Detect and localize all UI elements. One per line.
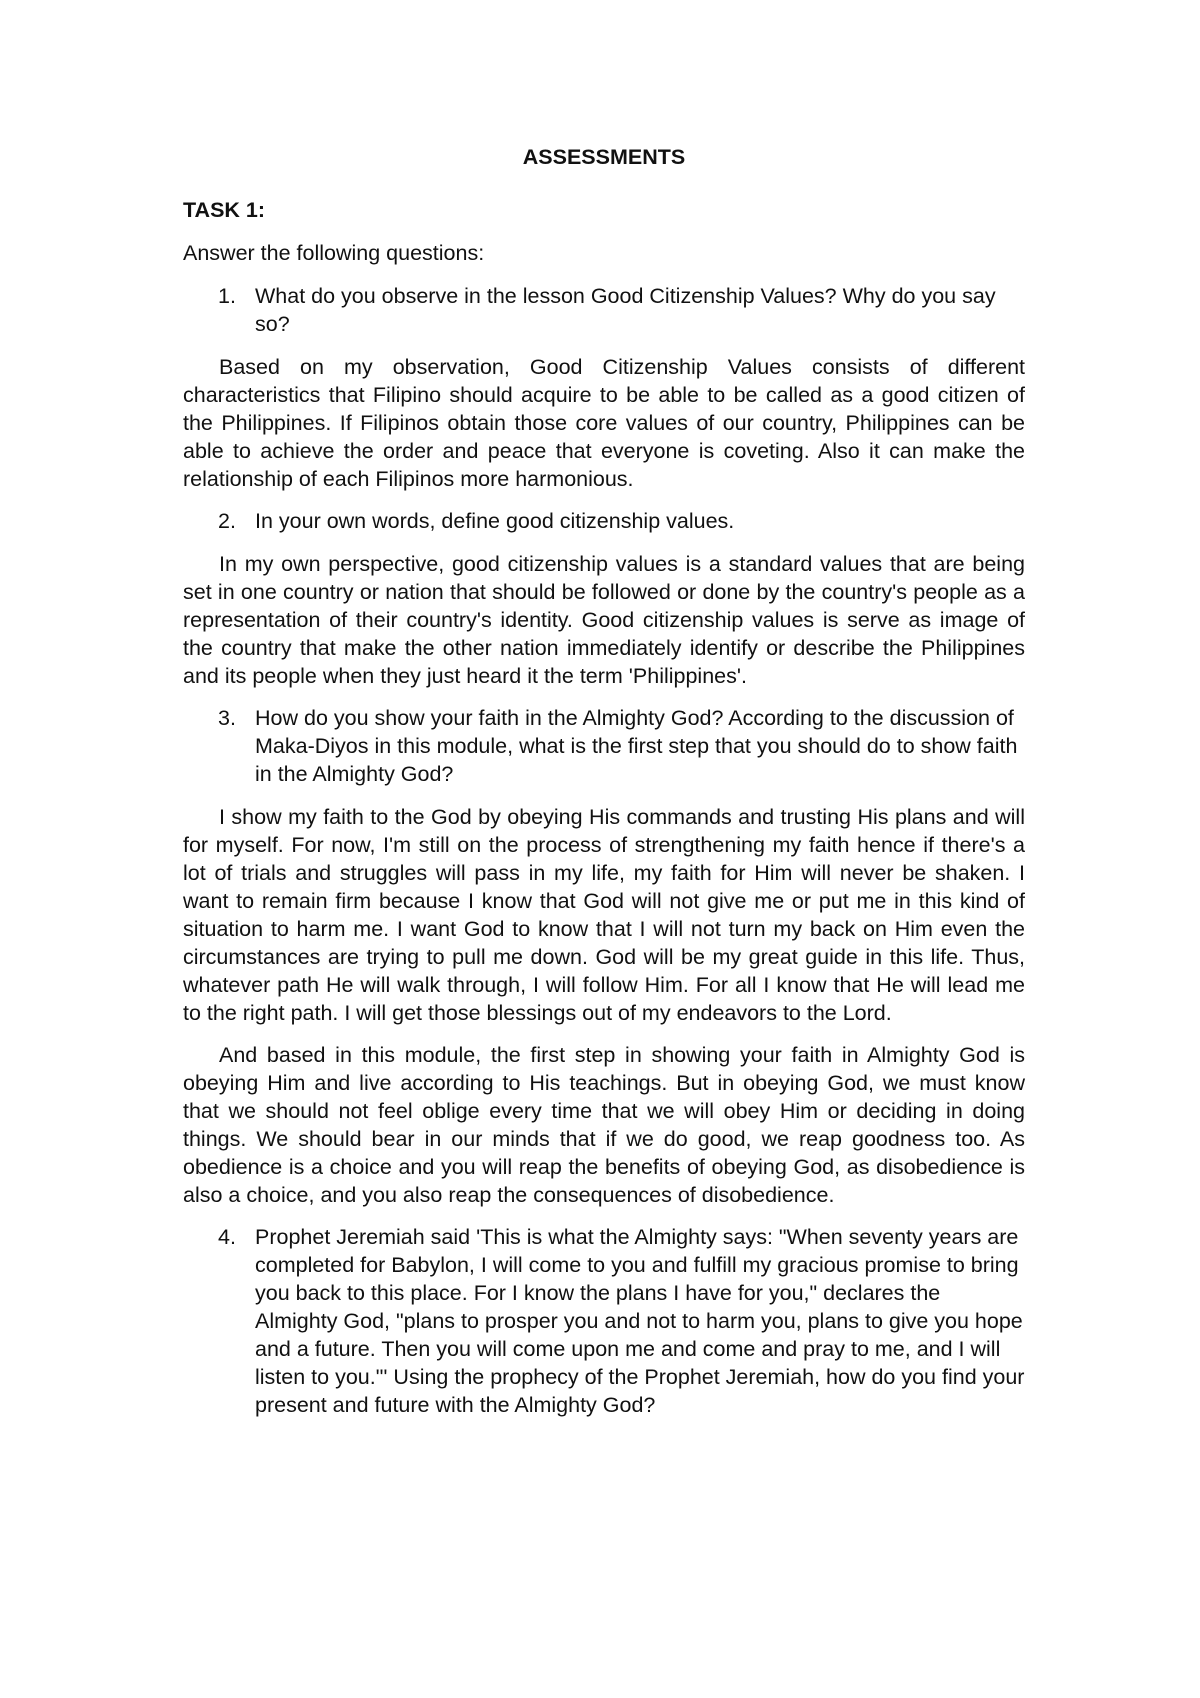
question-1 [183,282,1025,338]
question-number: 4. [218,1225,236,1249]
answer-paragraph: Based on my observation, Good Citizenship Values consists of different characteristics that Filipino should acquire to be able to be called as a good citizen of the Philippines. If Filipinos obtain those core values of our country, Philippines can be able to achieve the order and peace that everyone is coveting. Also it can make the relationship of each Filipinos more harmonious. [183,355,1025,491]
answer-paragraph: And based in this module, the first step in showing your faith in Almighty God is obeying Him and live according to His teachings. But in obeying God, we must know that we should not feel oblige every time that we will obey Him or deciding in doing things. We should bear in our minds that if we do good, we reap goodness too. As obedience is a choice and you will reap the benefits of obeying God, as disobedience is also a choice, and you also reap the consequences of disobedience. [183,1043,1025,1207]
page-title: ASSESSMENTS [522,145,686,169]
question-3 [183,704,1025,788]
document-body [183,143,1025,1434]
question-text: In your own words, define good citizenship values. [255,509,735,533]
question-text: What do you observe in the lesson Good Citizenship Values? Why do you say so? [255,284,996,336]
instructions: Answer the following questions: [183,241,485,265]
question-number: 3. [218,706,236,730]
task-heading: TASK 1: [183,198,266,222]
question-text: How do you show your faith in the Almighty God? According to the discussion of Maka-Diyos in this module, what is the first step that you should do to show faith in the Almighty God? [255,706,1018,786]
question-number: 2. [218,509,236,533]
question-2 [183,507,1025,535]
question-4 [183,1223,1025,1419]
answer-paragraph: In my own perspective, good citizenship values is a standard values that are being set in one country or nation that should be followed or done by the country's people as a representation of their country's identity. Good citizenship values is serve as image of the country that make the other nation immediately identify or describe the Philippines and its people when they just heard it the term 'Philippines'. [183,552,1025,688]
question-text: Prophet Jeremiah said 'This is what the Almighty says: "When seventy years are completed for Babylon, I will come to you and fulfill my gracious promise to bring you back to this place. For I know the plans I have for you," declares the Almighty God, "plans to prosper you and not to harm you, plans to give you hope and a future. Then you will come upon me and come and pray to me, and I will listen to you."' Using the prophecy of the Prophet Jeremiah, how do you find your present and future with the Almighty God? [255,1225,1025,1417]
answer-paragraph: I show my faith to the God by obeying His commands and trusting His plans and will for myself. For now, I'm still on the process of strengthening my faith hence if there's a lot of trials and struggles will pass in my life, my faith for Him will never be shaken. I want to remain firm because I know that God will not give me or put me in this kind of situation to harm me. I want God to know that I will not turn my back on Him even the circumstances are trying to pull me down. God will be my great guide in this life. Thus, whatever path He will walk through, I will follow Him. For all I know that He will lead me to the right path. I will get those blessings out of my endeavors to the Lord. [183,805,1025,1025]
question-number: 1. [218,284,236,308]
